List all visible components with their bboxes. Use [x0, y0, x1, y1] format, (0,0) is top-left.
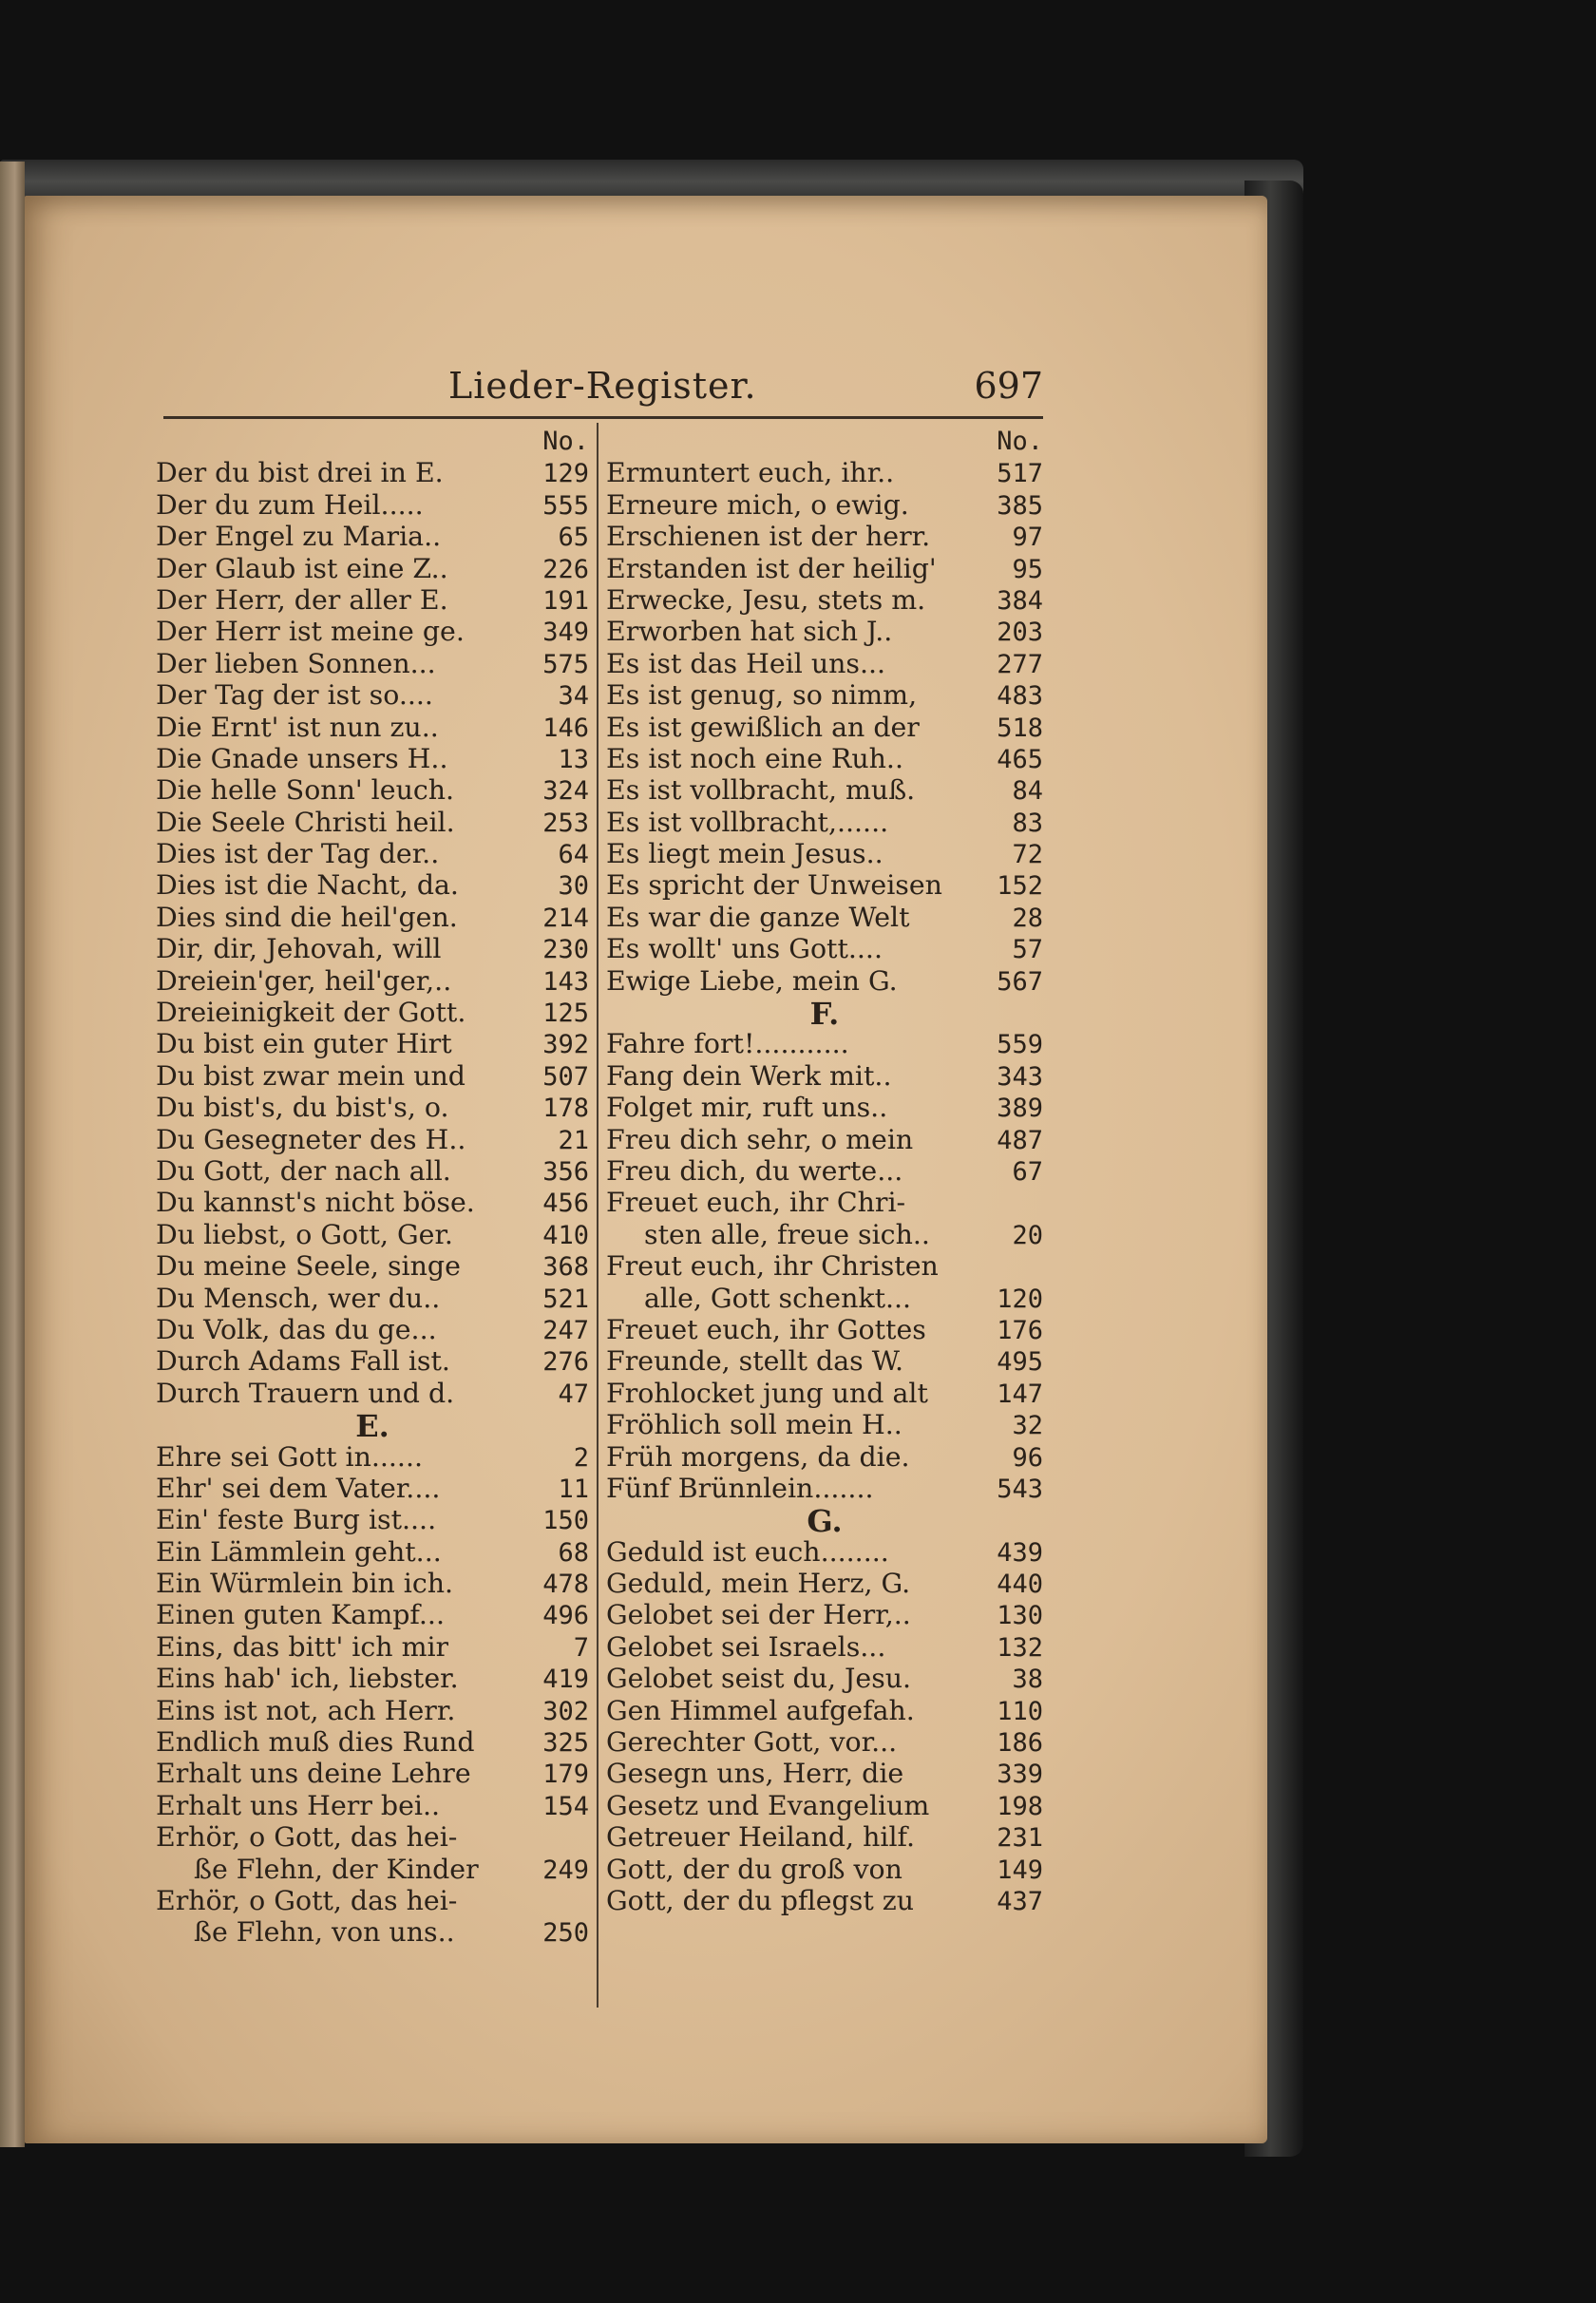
column-number-label: No. [997, 427, 1043, 456]
entry-number: 97 [1012, 523, 1043, 553]
entry-title: Erstanden ist der heilig' [606, 552, 937, 584]
entry-title: Du bist's, du bist's, o. [156, 1092, 449, 1124]
entry-number: 478 [542, 1570, 589, 1600]
entry-number: 32 [1012, 1411, 1043, 1441]
index-entry [606, 965, 1043, 997]
entry-title: Ewige Liebe, mein G. [606, 964, 898, 997]
entry-title: Dies ist die Nacht, da. [156, 869, 459, 902]
entry-title: Die helle Sonn' leuch. [156, 774, 455, 807]
index-entry [156, 1283, 589, 1314]
entry-title: Du Gesegneter des H.. [156, 1123, 466, 1155]
entry-number: 20 [1012, 1220, 1043, 1250]
entry-number: 389 [997, 1094, 1043, 1124]
index-entry [156, 584, 589, 616]
entry-number: 465 [997, 744, 1043, 774]
entry-title: Freu dich, du werte... [606, 1154, 903, 1187]
entry-title: Der Herr, der aller E. [156, 583, 448, 616]
entry-number: 68 [558, 1537, 589, 1568]
entry-title: Früh morgens, da die. [606, 1440, 910, 1473]
entry-title: Gelobet sei Israels... [606, 1630, 886, 1663]
index-entry [156, 1473, 589, 1504]
entry-number: 276 [542, 1347, 589, 1378]
index-entry [606, 743, 1043, 774]
column-divider [597, 423, 598, 2008]
entry-number: 440 [997, 1570, 1043, 1600]
entry-number: 13 [558, 744, 589, 774]
index-entry [156, 1885, 589, 1916]
entry-title: alle, Gott schenkt... [644, 1282, 912, 1314]
entry-number: 34 [558, 681, 589, 712]
entry-number: 324 [542, 776, 589, 807]
index-entry [156, 869, 589, 901]
index-entry [156, 1599, 589, 1630]
entry-number: 38 [1012, 1665, 1043, 1695]
left-entries-e [156, 1441, 589, 1949]
entry-title: Eins ist not, ach Herr. [156, 1694, 456, 1726]
entry-title: Dreieinigkeit der Gott. [156, 997, 466, 1029]
index-entry [156, 1155, 589, 1187]
index-entry [156, 1790, 589, 1821]
index-entry [606, 553, 1043, 584]
index-entry [156, 457, 589, 488]
entry-number: 384 [997, 585, 1043, 616]
entry-title: Du Volk, das du ge... [156, 1313, 437, 1345]
index-entry [606, 1187, 1043, 1218]
index-entry [156, 1345, 589, 1377]
entry-number: 21 [558, 1125, 589, 1155]
entry-title: Der Tag der ist so.... [156, 679, 433, 712]
right-entries-g [606, 1536, 1043, 1917]
entry-title: Der Herr ist meine ge. [156, 616, 465, 648]
entry-number: 559 [997, 1030, 1043, 1060]
entry-title: Ehre sei Gott in...... [156, 1440, 424, 1473]
index-entry [606, 1060, 1043, 1092]
entry-number: 419 [542, 1665, 589, 1695]
index-entry [156, 1568, 589, 1599]
index-entry [606, 584, 1043, 616]
entry-number: 575 [542, 649, 589, 679]
entry-title: Fröhlich soll mein H.. [606, 1409, 902, 1441]
index-entry [156, 1028, 589, 1059]
entry-number: 67 [1012, 1156, 1043, 1187]
entry-title: Dies ist der Tag der.. [156, 838, 440, 870]
index-entry [156, 1663, 589, 1694]
entry-title: Dreiein'ger, heil'ger,.. [156, 964, 452, 997]
entry-number: 64 [558, 840, 589, 870]
entry-number: 84 [1012, 776, 1043, 807]
index-entry [156, 997, 589, 1028]
index-entry [606, 521, 1043, 552]
entry-title: Es ist vollbracht, muß. [606, 774, 916, 807]
entry-title: Du meine Seele, singe [156, 1250, 461, 1283]
entry-number: 191 [542, 585, 589, 616]
entry-title: Gen Himmel aufgefah. [606, 1694, 915, 1726]
index-entry [606, 933, 1043, 964]
entry-number: 150 [542, 1506, 589, 1536]
entry-title: Erschienen ist der herr. [606, 521, 931, 553]
index-entry [156, 712, 589, 743]
page-number: 697 [974, 365, 1043, 407]
index-entry [156, 1314, 589, 1345]
entry-number: 517 [997, 459, 1043, 489]
index-entry [606, 1599, 1043, 1630]
index-entry [156, 648, 589, 679]
index-entry [606, 807, 1043, 838]
entry-title: Der lieben Sonnen... [156, 647, 436, 679]
entry-title: Es ist gewißlich an der [606, 711, 920, 743]
index-entry [606, 1663, 1043, 1694]
entry-number: 120 [997, 1284, 1043, 1314]
index-entry [156, 743, 589, 774]
index-entry [606, 1568, 1043, 1599]
index-entry [156, 1092, 589, 1123]
entry-number: 247 [542, 1315, 589, 1345]
index-entry [606, 1536, 1043, 1568]
entry-number: 343 [997, 1061, 1043, 1092]
entry-title: Der Engel zu Maria.. [156, 521, 442, 553]
index-entry [606, 1790, 1043, 1821]
entry-number: 7 [573, 1632, 589, 1663]
entry-title: Erneure mich, o ewig. [606, 488, 909, 521]
entry-title: Gelobet sei der Herr,.. [606, 1599, 911, 1631]
entry-number: 437 [997, 1886, 1043, 1916]
entry-number: 65 [558, 523, 589, 553]
entry-number: 392 [542, 1030, 589, 1060]
column-number-label: No. [542, 427, 589, 456]
entry-title: Du liebst, o Gott, Ger. [156, 1218, 453, 1250]
entry-title: Freut euch, ihr Christen [606, 1250, 939, 1283]
index-entry [156, 965, 589, 997]
index-entry [156, 838, 589, 869]
entry-number: 496 [542, 1601, 589, 1631]
entry-number: 28 [1012, 903, 1043, 933]
entry-number: 203 [997, 618, 1043, 648]
entry-title: Es wollt' uns Gott.... [606, 933, 883, 965]
entry-number: 154 [542, 1791, 589, 1821]
entry-title: Geduld, mein Herz, G. [606, 1568, 911, 1600]
index-entry [606, 457, 1043, 488]
index-entry [156, 807, 589, 838]
entry-title: Du bist ein guter Hirt [156, 1028, 452, 1060]
entry-number: 325 [542, 1728, 589, 1759]
entry-number: 507 [542, 1061, 589, 1092]
index-entry [606, 1758, 1043, 1789]
entry-title: Es war die ganze Welt [606, 901, 910, 933]
entry-number: 57 [1012, 935, 1043, 965]
entry-title: Dir, dir, Jehovah, will [156, 933, 442, 965]
section-letter-f: F. [809, 996, 840, 1033]
entry-title: Freunde, stellt das W. [606, 1345, 903, 1378]
index-entry [156, 1916, 589, 1948]
entry-title: Es ist noch eine Ruh.. [606, 742, 903, 774]
page-title: Lieder-Register. [448, 365, 757, 407]
entry-title: Ehr' sei dem Vater.... [156, 1472, 441, 1504]
entry-title: Erhör, o Gott, das hei- [156, 1884, 458, 1916]
index-entry [156, 1060, 589, 1092]
index-entry [606, 1124, 1043, 1155]
section-letter-g: G. [807, 1503, 843, 1540]
index-entry [156, 902, 589, 933]
entry-number: 143 [542, 966, 589, 997]
index-entry [606, 489, 1043, 521]
index-entry [156, 1441, 589, 1473]
entry-number: 129 [542, 459, 589, 489]
entry-title: Gesetz und Evangelium [606, 1789, 930, 1821]
entry-number: 439 [997, 1537, 1043, 1568]
facing-page-edge [0, 162, 25, 2147]
index-entry [156, 1821, 589, 1853]
entry-title: Fang dein Werk mit.. [606, 1059, 892, 1092]
entry-title: Erhalt uns Herr bei.. [156, 1789, 441, 1821]
index-entry [156, 1187, 589, 1218]
index-entry [606, 1219, 1043, 1250]
index-entry [606, 1345, 1043, 1377]
entry-number: 349 [542, 618, 589, 648]
index-entry [606, 1821, 1043, 1853]
entry-title: Du Gott, der nach all. [156, 1154, 451, 1187]
index-entry [606, 1250, 1043, 1282]
entry-title: Gott, der du pflegst zu [606, 1884, 915, 1916]
entry-number: 231 [997, 1823, 1043, 1854]
entry-title: Ein' feste Burg ist.... [156, 1504, 437, 1536]
index-entry [606, 1028, 1043, 1059]
entry-number: 230 [542, 935, 589, 965]
entry-number: 147 [997, 1379, 1043, 1409]
index-entry [156, 1378, 589, 1409]
index-entry [156, 1631, 589, 1663]
index-entry [156, 1124, 589, 1155]
entry-number: 253 [542, 808, 589, 838]
entry-title: Gesegn uns, Herr, die [606, 1758, 904, 1790]
entry-number: 410 [542, 1220, 589, 1250]
entry-title: Der Glaub ist eine Z.. [156, 552, 448, 584]
entry-title: Dies sind die heil'gen. [156, 901, 458, 933]
index-entry [606, 1155, 1043, 1187]
index-entry [606, 616, 1043, 647]
entry-title: Freuet euch, ihr Gottes [606, 1313, 926, 1345]
entry-title: sten alle, freue sich.. [644, 1218, 930, 1250]
entry-title: ße Flehn, der Kinder [194, 1853, 479, 1885]
entry-title: Es spricht der Unweisen [606, 869, 942, 902]
entry-title: Eins hab' ich, liebster. [156, 1663, 459, 1695]
entry-number: 555 [542, 490, 589, 521]
index-entry [156, 1250, 589, 1282]
index-entry [156, 553, 589, 584]
entry-title: Fünf Brünnlein....... [606, 1472, 874, 1504]
index-entry [606, 1631, 1043, 1663]
entry-title: Die Seele Christi heil. [156, 806, 455, 838]
entry-number: 149 [997, 1855, 1043, 1885]
entry-title: Ermuntert euch, ihr.. [606, 457, 895, 489]
entry-title: Folget mir, ruft uns.. [606, 1092, 888, 1124]
entry-number: 368 [542, 1252, 589, 1283]
entry-number: 72 [1012, 840, 1043, 870]
entry-title: Du kannst's nicht böse. [156, 1187, 475, 1219]
entry-title: Der du bist drei in E. [156, 457, 444, 489]
index-entry [606, 1854, 1043, 1885]
index-entry [606, 1695, 1043, 1726]
entry-number: 339 [997, 1760, 1043, 1790]
entry-number: 179 [542, 1760, 589, 1790]
index-entry [156, 1536, 589, 1568]
entry-number: 250 [542, 1918, 589, 1949]
index-entry [606, 838, 1043, 869]
index-entry [156, 1758, 589, 1789]
index-entry [606, 712, 1043, 743]
entry-title: Ein Lämmlein geht... [156, 1535, 442, 1568]
entry-title: Gott, der du groß von [606, 1853, 902, 1885]
right-entries-e [606, 457, 1043, 997]
index-entry [156, 933, 589, 964]
header-rule [163, 416, 1043, 419]
section-letter-e: E. [355, 1408, 390, 1445]
entry-number: 178 [542, 1094, 589, 1124]
index-entry [156, 679, 589, 711]
entry-number: 198 [997, 1791, 1043, 1821]
entry-number: 96 [1012, 1442, 1043, 1473]
entry-number: 11 [558, 1474, 589, 1504]
index-entry [606, 1092, 1043, 1123]
index-entry [156, 616, 589, 647]
index-entry [606, 1473, 1043, 1504]
index-entry [606, 774, 1043, 806]
right-column [606, 426, 1043, 1916]
right-entries-f [606, 1028, 1043, 1504]
index-entry [156, 1504, 589, 1535]
entry-number: 110 [997, 1696, 1043, 1726]
entry-title: Erworben hat sich J.. [606, 616, 893, 648]
index-entry [156, 1219, 589, 1250]
entry-title: Gerechter Gott, vor... [606, 1726, 898, 1759]
entry-title: Getreuer Heiland, hilf. [606, 1821, 916, 1854]
entry-number: 176 [997, 1315, 1043, 1345]
entry-title: Es ist genug, so nimm, [606, 679, 918, 712]
index-entry [156, 774, 589, 806]
left-column [156, 426, 589, 1949]
entry-number: 30 [558, 871, 589, 902]
entry-title: Du bist zwar mein und [156, 1059, 466, 1092]
entry-title: Freu dich sehr, o mein [606, 1123, 914, 1155]
entry-title: Eins, das bitt' ich mir [156, 1630, 449, 1663]
entry-number: 302 [542, 1696, 589, 1726]
entry-title: Durch Trauern und d. [156, 1377, 455, 1409]
entry-number: 567 [997, 966, 1043, 997]
entry-title: Frohlocket jung und alt [606, 1377, 928, 1409]
index-entry [606, 648, 1043, 679]
index-entry [606, 869, 1043, 901]
entry-number: 125 [542, 999, 589, 1029]
page-header [154, 365, 1043, 412]
entry-title: Es ist das Heil uns... [606, 647, 886, 679]
entry-title: Ein Würmlein bin ich. [156, 1568, 454, 1600]
entry-number: 2 [573, 1442, 589, 1473]
entry-title: Erhalt uns deine Lehre [156, 1758, 471, 1790]
entry-title: Geduld ist euch........ [606, 1535, 889, 1568]
entry-number: 521 [542, 1284, 589, 1314]
entry-title: Gelobet seist du, Jesu. [606, 1663, 912, 1695]
index-entry [156, 1695, 589, 1726]
entry-title: Der du zum Heil..... [156, 488, 424, 521]
entry-title: Endlich muß dies Rund [156, 1726, 475, 1759]
entry-title: Es liegt mein Jesus.. [606, 838, 884, 870]
entry-number: 226 [542, 554, 589, 584]
index-entry [606, 679, 1043, 711]
entry-title: Es ist vollbracht,...... [606, 806, 889, 838]
index-entry [606, 1409, 1043, 1440]
index-entry [606, 1314, 1043, 1345]
entry-number: 146 [542, 713, 589, 743]
index-entry [156, 1726, 589, 1758]
entry-number: 214 [542, 903, 589, 933]
index-entry [606, 1441, 1043, 1473]
entry-title: Du Mensch, wer du.. [156, 1282, 441, 1314]
entry-number: 495 [997, 1347, 1043, 1378]
entry-number: 483 [997, 681, 1043, 712]
entry-number: 132 [997, 1632, 1043, 1663]
entry-title: ße Flehn, von uns.. [194, 1916, 455, 1949]
entry-title: Fahre fort!........... [606, 1028, 849, 1060]
index-entry [606, 1726, 1043, 1758]
index-entry [606, 1885, 1043, 1916]
entry-title: Freuet euch, ihr Chri- [606, 1187, 906, 1219]
entry-number: 543 [997, 1474, 1043, 1504]
entry-title: Die Ernt' ist nun zu.. [156, 711, 439, 743]
index-entry [606, 1283, 1043, 1314]
entry-title: Erwecke, Jesu, stets m. [606, 583, 926, 616]
index-entry [606, 1378, 1043, 1409]
entry-number: 47 [558, 1379, 589, 1409]
entry-number: 152 [997, 871, 1043, 902]
left-entries-d [156, 457, 589, 1409]
entry-number: 518 [997, 713, 1043, 743]
entry-number: 186 [997, 1728, 1043, 1759]
entry-number: 83 [1012, 808, 1043, 838]
entry-title: Durch Adams Fall ist. [156, 1345, 450, 1378]
entry-title: Einen guten Kampf... [156, 1599, 445, 1631]
entry-number: 487 [997, 1125, 1043, 1155]
index-entry [156, 1854, 589, 1885]
index-entry [606, 902, 1043, 933]
entry-title: Erhör, o Gott, das hei- [156, 1821, 458, 1854]
entry-number: 249 [542, 1855, 589, 1885]
entry-number: 95 [1012, 554, 1043, 584]
entry-number: 456 [542, 1189, 589, 1219]
index-entry [156, 521, 589, 552]
entry-number: 130 [997, 1601, 1043, 1631]
entry-number: 385 [997, 490, 1043, 521]
entry-title: Die Gnade unsers H.. [156, 742, 448, 774]
entry-number: 356 [542, 1156, 589, 1187]
entry-number: 277 [997, 649, 1043, 679]
index-entry [156, 489, 589, 521]
